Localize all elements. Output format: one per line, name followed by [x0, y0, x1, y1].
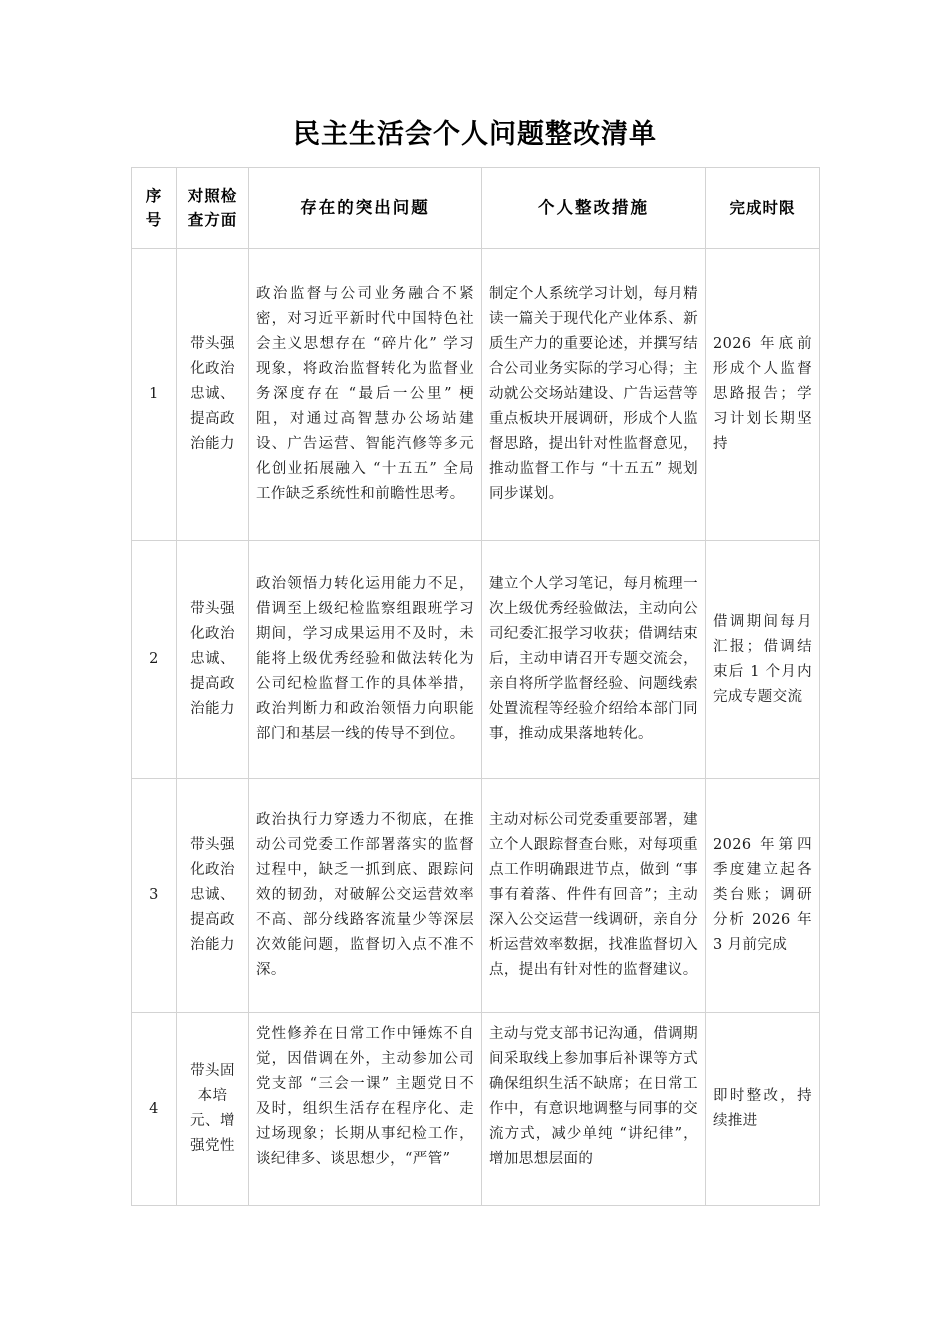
cell-measure: 制定个人系统学习计划，每月精读一篇关于现代化产业体系、新质生产力的重要论述，并撰写结合公司业务实际的学习心得；主动就公交场站建设、广告运营等重点板块开展调研，形成个人监督思路，提出针对性监督意见，推动监督工作与 “十五五” 规划同步谋划。	[482, 249, 706, 541]
column-header-problem: 存在的突出问题	[249, 168, 482, 249]
cell-deadline: 2026 年第四季度建立起各类台账；调研分析 2026 年 3 月前完成	[706, 779, 820, 1013]
cell-seq: 3	[132, 779, 177, 1013]
cell-deadline: 即时整改，持续推进	[706, 1013, 820, 1206]
table-header-row	[132, 168, 820, 249]
cell-measure: 建立个人学习笔记，每月梳理一次上级优秀经验做法，主动向公司纪委汇报学习收获；借调结束后，主动申请召开专题交流会，亲自将所学监督经验、问题线索处置流程等经验介绍给本部门同事，推动成果落地转化。	[482, 541, 706, 779]
column-header-measure: 个人整改措施	[482, 168, 706, 249]
column-header-deadline: 完成时限	[706, 168, 820, 249]
table-row	[132, 1013, 820, 1206]
column-header-aspect: 对照检查方面	[177, 168, 249, 249]
cell-problem: 政治领悟力转化运用能力不足，借调至上级纪检监察组跟班学习期间，学习成果运用不及时，未能将上级优秀经验和做法转化为公司纪检监督工作的具体举措，政治判断力和政治领悟力向职能部门和基层一线的传导不到位。	[249, 541, 482, 779]
page-title: 民主生活会个人问题整改清单	[293, 119, 657, 150]
cell-aspect: 带头强化政治忠诚、提高政治能力	[177, 249, 249, 541]
cell-seq: 2	[132, 541, 177, 779]
cell-seq: 1	[132, 249, 177, 541]
table-row	[132, 541, 820, 779]
cell-measure: 主动对标公司党委重要部署，建立个人跟踪督查台账，对每项重点工作明确跟进节点，做到 “事事有着落、件件有回音”；主动深入公交运营一线调研，亲自分析运营效率数据，找准监督切入点，提出有针对性的监督建议。	[482, 779, 706, 1013]
column-header-seq: 序号	[132, 168, 177, 249]
cell-seq: 4	[132, 1013, 177, 1206]
cell-aspect: 带头强化政治忠诚、提高政治能力	[177, 541, 249, 779]
cell-aspect: 带头固本培元、增强党性	[177, 1013, 249, 1206]
cell-problem: 政治监督与公司业务融合不紧密，对习近平新时代中国特色社会主义思想存在 “碎片化” 学习现象，将政治监督转化为监督业务深度存在 “最后一公里” 梗阻，对通过高智慧办公场站建设、广告运营、智能汽修等多元化创业拓展融入 “十五五” 全局工作缺乏系统性和前瞻性思考。	[249, 249, 482, 541]
cell-problem: 政治执行力穿透力不彻底，在推动公司党委工作部署落实的监督过程中，缺乏一抓到底、跟踪问效的韧劲，对破解公交运营效率不高、部分线路客流量少等深层次效能问题，监督切入点不准不深。	[249, 779, 482, 1013]
cell-deadline: 借调期间每月汇报；借调结束后 1 个月内完成专题交流	[706, 541, 820, 779]
table-row	[132, 249, 820, 541]
cell-measure: 主动与党支部书记沟通，借调期间采取线上参加事后补课等方式确保组织生活不缺席；在日常工作中，有意识地调整与同事的交流方式，减少单纯 “讲纪律”，增加思想层面的	[482, 1013, 706, 1206]
table-row	[132, 779, 820, 1013]
cell-problem: 党性修养在日常工作中锤炼不自觉，因借调在外，主动参加公司党支部 “三会一课” 主题党日不及时，组织生活存在程序化、走过场现象；长期从事纪检工作，谈纪律多、谈思想少，“严管”	[249, 1013, 482, 1206]
cell-deadline: 2026 年底前形成个人监督思路报告；学习计划长期坚持	[706, 249, 820, 541]
cell-aspect: 带头强化政治忠诚、提高政治能力	[177, 779, 249, 1013]
rectification-list-table	[131, 167, 820, 1206]
